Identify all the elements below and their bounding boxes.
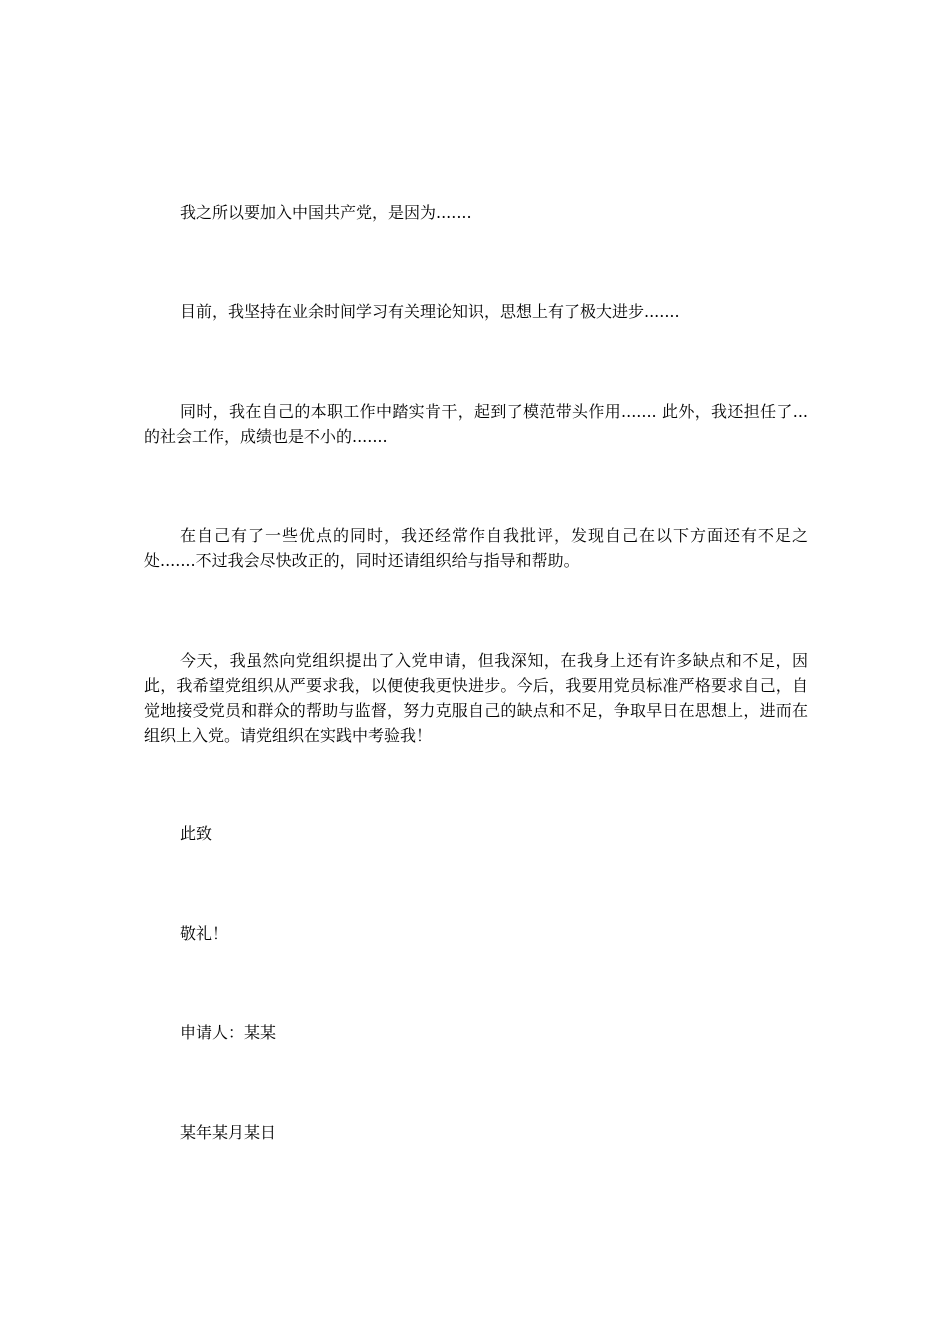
- paragraph-work: 同时，我在自己的本职工作中踏实肯干，起到了模范带头作用....... 此外，我还担任了...的社会工作，成绩也是不小的.......: [144, 402, 808, 446]
- paragraph-self-criticism: 在自己有了一些优点的同时，我还经常作自我批评，发现自己在以下方面还有不足之处.......不过我会尽快改正的，同时还请组织给与指导和帮助。: [144, 526, 808, 570]
- salutation-line: 敬礼！: [180, 924, 229, 943]
- date-line: 某年某月某日: [180, 1123, 277, 1142]
- paragraph-reason: 我之所以要加入中国共产党，是因为.......: [180, 203, 472, 222]
- applicant-signature: 申请人：某某: [180, 1023, 277, 1042]
- paragraph-study: 目前，我坚持在业余时间学习有关理论知识，思想上有了极大进步.......: [180, 302, 680, 321]
- paragraph-commitment: 今天，我虽然向党组织提出了入党申请，但我深知，在我身上还有许多缺点和不足，因此，我希望党组织从严要求我，以便使我更快进步。今后，我要用党员标准严格要求自己，自觉地接受党员和群众的帮助与监督，努力克服自己的缺点和不足，争取早日在思想上，进而在组织上入党。请党组织在实践中考验我！: [144, 651, 808, 745]
- closing-line: 此致: [180, 824, 213, 843]
